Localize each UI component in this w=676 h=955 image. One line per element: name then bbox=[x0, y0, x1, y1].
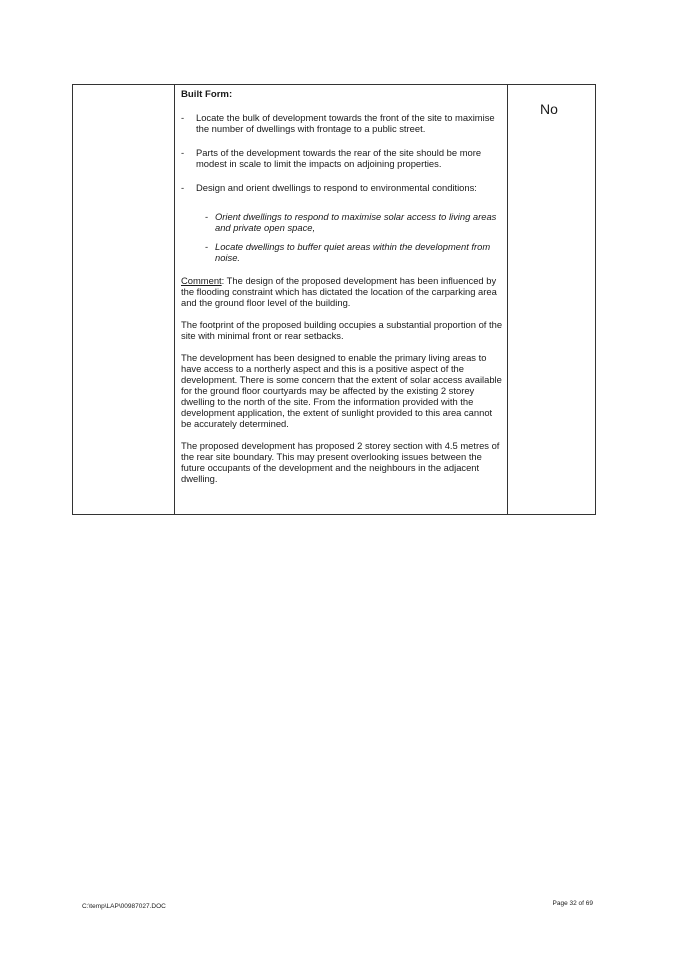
bullet-dash: - bbox=[181, 112, 185, 123]
body-paragraph: The proposed development has proposed 2 storey section with 4.5 metres of the rear site boundary. This may present overlooking issues between the future occupants of the development and the neighbours in the adjacent dwelling. bbox=[181, 440, 500, 484]
table-left-column bbox=[73, 85, 175, 514]
table-criteria-column bbox=[175, 85, 508, 514]
bullet-item bbox=[181, 112, 506, 134]
sub-bullet-list bbox=[181, 211, 507, 263]
sub-bullet-text: Locate dwellings to buffer quiet areas within the development from noise. bbox=[215, 241, 491, 263]
body-paragraph: The footprint of the proposed building occupies a substantial proportion of the site with minimal front or rear setbacks. bbox=[181, 319, 503, 341]
compliance-answer: No bbox=[540, 101, 558, 117]
footer-file-path: C:\temp\LAP\00987027.DOC bbox=[82, 903, 166, 910]
comment-paragraph bbox=[181, 275, 503, 308]
sub-bullet-item bbox=[181, 241, 506, 263]
assessment-table bbox=[72, 84, 596, 515]
section-heading: Built Form: bbox=[181, 89, 233, 100]
sub-bullet-text: Orient dwellings to respond to maximise solar access to living areas and private open space, bbox=[215, 211, 497, 233]
bullet-text: Design and orient dwellings to respond to environmental conditions: bbox=[196, 182, 477, 193]
sub-bullet-item bbox=[181, 211, 506, 233]
bullet-text: Locate the bulk of development towards the front of the site to maximise the number of dwellings with frontage to a public street. bbox=[196, 112, 495, 134]
bullet-dash: - bbox=[181, 147, 185, 158]
bullet-text: Parts of the development towards the rear of the site should be more modest in scale to limit the impacts on adjoining properties. bbox=[196, 147, 482, 169]
body-paragraph: The development has been designed to enable the primary living areas to have access to a northerly aspect and this is a positive aspect of the development. There is some concern that the extent of solar access available for the ground floor courtyards may be affected by the existing 2 storey dwelling to the north of the site. From the information provided with the development application, the extent of sunlight provided to this area cannot be accurately determined. bbox=[181, 352, 502, 429]
sub-bullet-dash: - bbox=[205, 211, 209, 222]
sub-bullet-dash: - bbox=[205, 241, 209, 252]
footer-page-number: Page 32 of 69 bbox=[552, 900, 593, 907]
bullet-item bbox=[181, 147, 506, 169]
comment-label: Comment bbox=[181, 275, 222, 286]
comment-text: : The design of the proposed development has been influenced by the flooding constraint which has dictated the location of the carparking area and the ground floor level of the building. bbox=[181, 275, 497, 308]
bullet-item bbox=[181, 182, 506, 193]
bullet-dash: - bbox=[181, 182, 185, 193]
table-answer-column bbox=[508, 85, 595, 514]
